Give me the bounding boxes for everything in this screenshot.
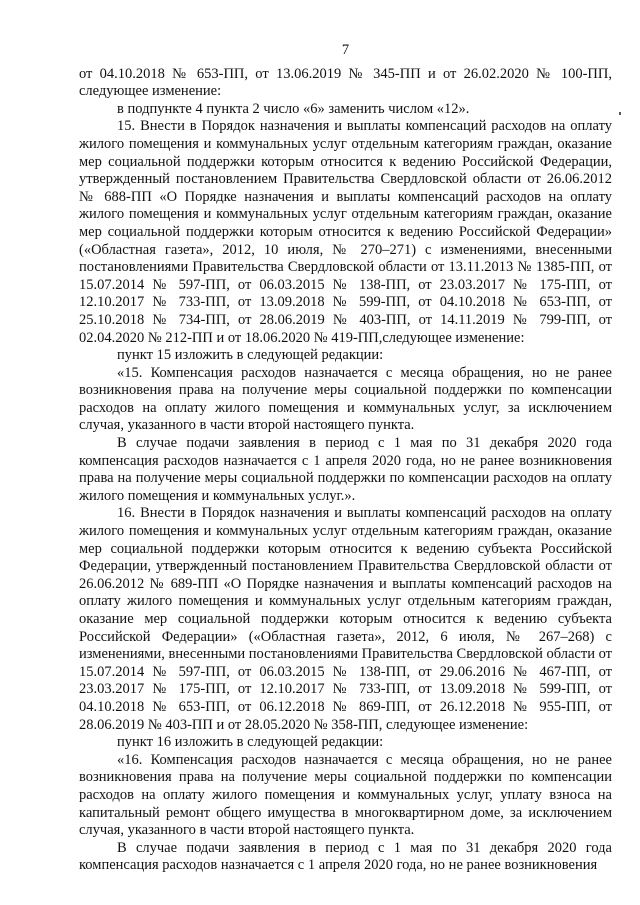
- paragraph-continuation: от 04.10.2018 № 653-ПП, от 13.06.2019 № 345-ПП и от 26.02.2020 № 100-ПП, следующее изменение:: [79, 65, 612, 100]
- paragraph-item-16-quote-part-1: «16. Компенсация расходов назначается с месяца обращения, но не ранее возникновения права на получение меры социальной поддержки по компенсации расходов на оплату жилого помещения и коммунальных услуг, уплату взноса на капитальный ремонт общего имущества в многоквартирном доме, за исключением случая, указанного в части второй настоящего пункта.: [79, 751, 612, 839]
- paragraph-item-16-quote-part-2: В случае подачи заявления в период с 1 мая по 31 декабря 2020 года компенсация расходов назначается с 1 апреля 2020 года, но не ранее возникновения: [79, 839, 612, 874]
- paragraph-item-15-instruction: пункт 15 изложить в следующей редакции:: [117, 347, 384, 364]
- paragraph-item-15: 15. Внести в Порядок назначения и выплаты компенсаций расходов на оплату жилого помещения и коммунальных услуг отдельным категориям граждан, оказание мер социальной поддержки которым относится к ведению Российской Федерации, утвержденный постановлением Правительства Свердловской области от 26.06.2012 № 688-ПП «О Порядке назначения и выплаты компенсаций расходов на оплату жилого помещения и коммунальных услуг отдельным категориям граждан, оказание мер социальной поддержки которым относится к ведению Российской Федерации» («Областная газета», 2012, 10 июля, № 270–271) с изменениями, внесенными постановлениями Правительства Свердловской области от 13.11.2013 № 1385-ПП, от 15.07.2014 № 597-ПП, от 06.03.2015 № 138-ПП, от 23.03.2017 № 175-ПП, от 12.10.2017 № 733-ПП, от 13.09.2018 № 599-ПП, от 04.10.2018 № 653-ПП, от 25.10.2018 № 734-ПП, от 28.06.2019 № 403-ПП, от 14.11.2019 № 799-ПП, от 02.04.2020 № 212-ПП и от 18.06.2020 № 419-ПП,следующее изменение:: [79, 118, 612, 346]
- paragraph-item-16: 16. Внести в Порядок назначения и выплаты компенсаций расходов на оплату жилого помещения и коммунальных услуг отдельным категориям граждан, оказание мер социальной поддержки которым относится к ведению субъекта Российской Федерации, утвержденный постановлением Правительства Свердловской области от 26.06.2012 № 689-ПП «О Порядке назначения и выплаты компенсаций расходов на оплату жилого помещения и коммунальных услуг отдельным категориям граждан, оказание мер социальной поддержки которым относится к ведению субъекта Российской Федерации» («Областная газета», 2012, 6 июля, № 267–268) с изменениями, внесенными постановлениями Правительства Свердловской области от 15.07.2014 № 597-ПП, от 06.03.2015 № 138-ПП, от 29.06.2016 № 467-ПП, от 23.03.2017 № 175-ПП, от 12.10.2017 № 733-ПП, от 13.09.2018 № 599-ПП, от 04.10.2018 № 653-ПП, от 06.12.2018 № 869-ПП, от 26.12.2018 № 955-ПП, от 28.06.2019 № 403-ПП и от 28.05.2020 № 358-ПП, следующее изменение:: [79, 505, 612, 733]
- document-page: [79, 42, 612, 875]
- paragraph-item-15-quote-part-2: В случае подачи заявления в период с 1 мая по 31 декабря 2020 года компенсация расходов назначается с 1 апреля 2020 года, но не ранее возникновения права на получение меры социальной поддержки по компенсации расходов на оплату жилого помещения и коммунальных услуг.».: [79, 435, 612, 504]
- paragraph-item-16-instruction: пункт 16 изложить в следующей редакции:: [117, 734, 384, 751]
- scan-speck: [619, 112, 621, 115]
- paragraph-item-15-quote-part-1: «15. Компенсация расходов назначается с месяца обращения, но не ранее возникновения права на получение меры социальной поддержки по компенсации расходов на оплату жилого помещения и коммунальных услуг, за исключением случая, указанного в части второй настоящего пункта.: [79, 364, 612, 434]
- page-number: 7: [341, 42, 350, 58]
- paragraph-amendment-6-to-12: в подпункте 4 пункта 2 число «6» заменить числом «12».: [117, 100, 470, 117]
